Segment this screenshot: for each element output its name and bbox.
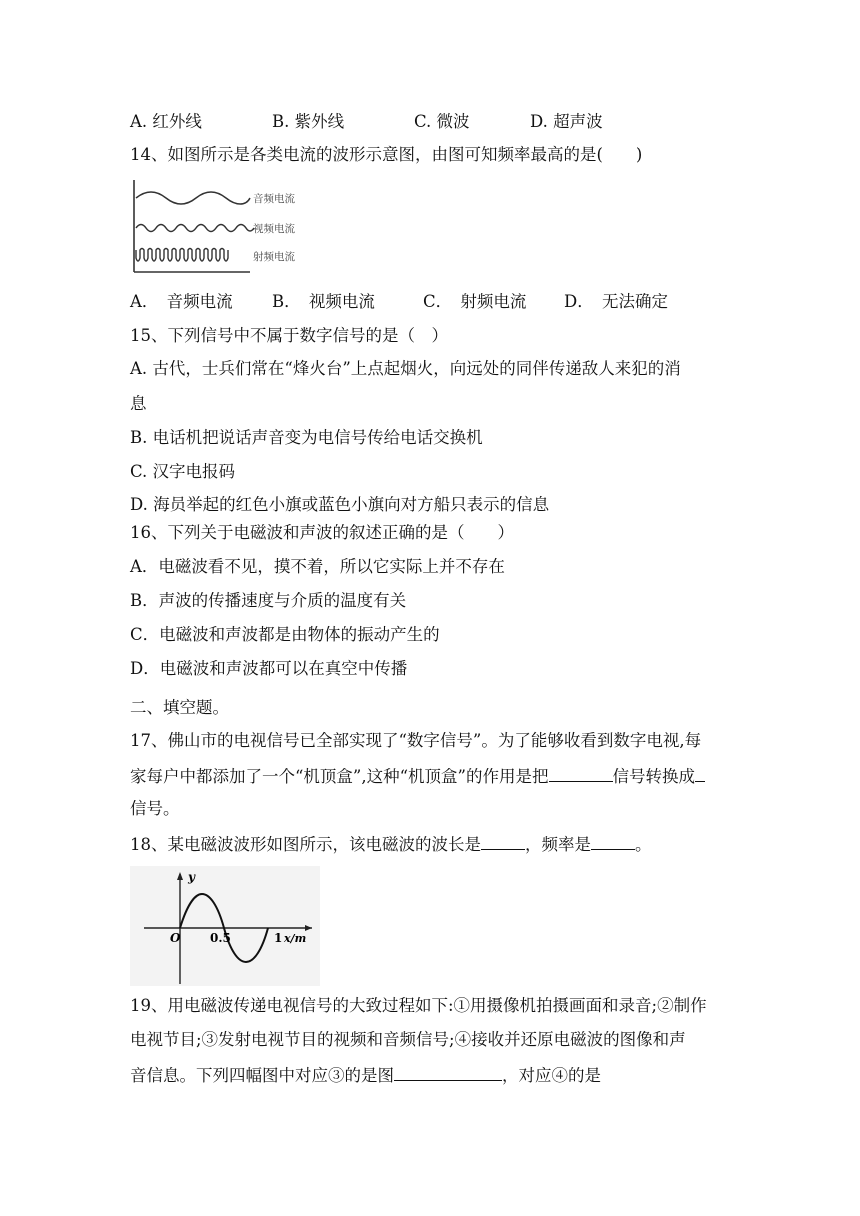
label-audio-current: 音频电流 — [253, 193, 295, 205]
y-axis-arrow — [177, 872, 183, 880]
q14-option-c: C． 射频电流 — [423, 292, 527, 311]
x-axis-label: x/m — [284, 932, 307, 945]
q15-option-c: C. 汉字电报码 — [130, 462, 236, 481]
q19-line2: 电视节目;③发射电视节目的视频和音频信号;④接收并还原电磁波的图像和声 — [130, 1030, 686, 1049]
q16-stem: 16、下列关于电磁波和声波的叙述正确的是（ ） — [130, 523, 514, 542]
sine-wave-figure — [130, 866, 320, 986]
q15-option-a-line1: A. 古代，士兵们常在“烽火台”上点起烟火，向远处的同伴传递敌人来犯的消 — [130, 359, 681, 378]
q15-option-b: B. 电话机把说话声音变为电信号传给电话交换机 — [130, 428, 483, 447]
x-axis-arrow — [305, 925, 312, 931]
q19-blank-3[interactable] — [394, 1063, 502, 1081]
q18-blank-wavelength[interactable] — [481, 832, 525, 850]
tick-label-1: 1 — [274, 931, 283, 945]
label-video-current: 视频电流 — [253, 223, 295, 235]
rf-wave — [136, 249, 228, 262]
audio-wave — [136, 192, 250, 204]
origin-label: O — [170, 931, 181, 945]
video-wave — [136, 225, 254, 232]
q17-blank-2[interactable] — [695, 764, 705, 782]
q17-line1: 17、佛山市的电视信号已全部实现了“数字信号”。为了能够收看到数字电视,每 — [130, 731, 702, 750]
q17-line2-part1: 家每户中都添加了一个“机顶盒”,这种“机顶盒”的作用是把 — [130, 767, 549, 786]
y-axis-label: y — [188, 870, 195, 884]
q14-option-d: D． 无法确定 — [564, 292, 668, 311]
label-rf-current: 射频电流 — [253, 251, 295, 263]
q19-line3 — [130, 1063, 601, 1087]
q19-line3-part2: ，对应④的是 — [502, 1066, 601, 1085]
q17-line3: 信号。 — [130, 799, 180, 818]
q17-line2-part2: 信号转换成 — [612, 767, 695, 786]
q14-option-b: B． 视频电流 — [272, 292, 375, 311]
q19-line1: 19、用电磁波传递电视信号的大致过程如下:①用摄像机拍摄画面和录音;②制作 — [130, 996, 707, 1015]
q15-option-a-line2: 息 — [130, 394, 147, 413]
q13-option-b: B. 紫外线 — [272, 112, 345, 131]
waveform-figure — [130, 178, 305, 278]
q19-line3-part1: 音信息。下列四幅图中对应③的是图 — [130, 1066, 394, 1085]
q18-blank-frequency[interactable] — [591, 832, 635, 850]
q18-stem-part3: 。 — [635, 835, 652, 854]
q18-stem — [130, 832, 652, 856]
section-heading-fill-in: 二、填空题。 — [130, 698, 229, 717]
q15-option-d: D. 海员举起的红色小旗或蓝色小旗向对方船只表示的信息 — [130, 495, 550, 514]
q14-stem: 14、如图所示是各类电流的波形示意图，由图可知频率最高的是( ) — [130, 145, 643, 164]
q16-option-c: C．电磁波和声波都是由物体的振动产生的 — [130, 625, 440, 644]
q18-stem-part2: ，频率是 — [525, 835, 591, 854]
q16-option-d: D．电磁波和声波都可以在真空中传播 — [130, 659, 408, 678]
q13-option-d: D. 超声波 — [530, 112, 603, 131]
q13-option-a: A. 红外线 — [130, 112, 202, 131]
q16-option-a: A．电磁波看不见，摸不着，所以它实际上并不存在 — [130, 557, 505, 576]
q16-option-b: B．声波的传播速度与介质的温度有关 — [130, 591, 407, 610]
q14-option-a: A． 音频电流 — [130, 292, 233, 311]
q13-option-c: C. 微波 — [414, 112, 470, 131]
q17-line2 — [130, 764, 705, 788]
tick-label-0-5: 0.5 — [210, 931, 231, 945]
q18-stem-part1: 18、某电磁波波形如图所示，该电磁波的波长是 — [130, 835, 481, 854]
q17-blank-1[interactable] — [549, 764, 613, 782]
q15-stem: 15、下列信号中不属于数字信号的是（ ） — [130, 326, 448, 345]
